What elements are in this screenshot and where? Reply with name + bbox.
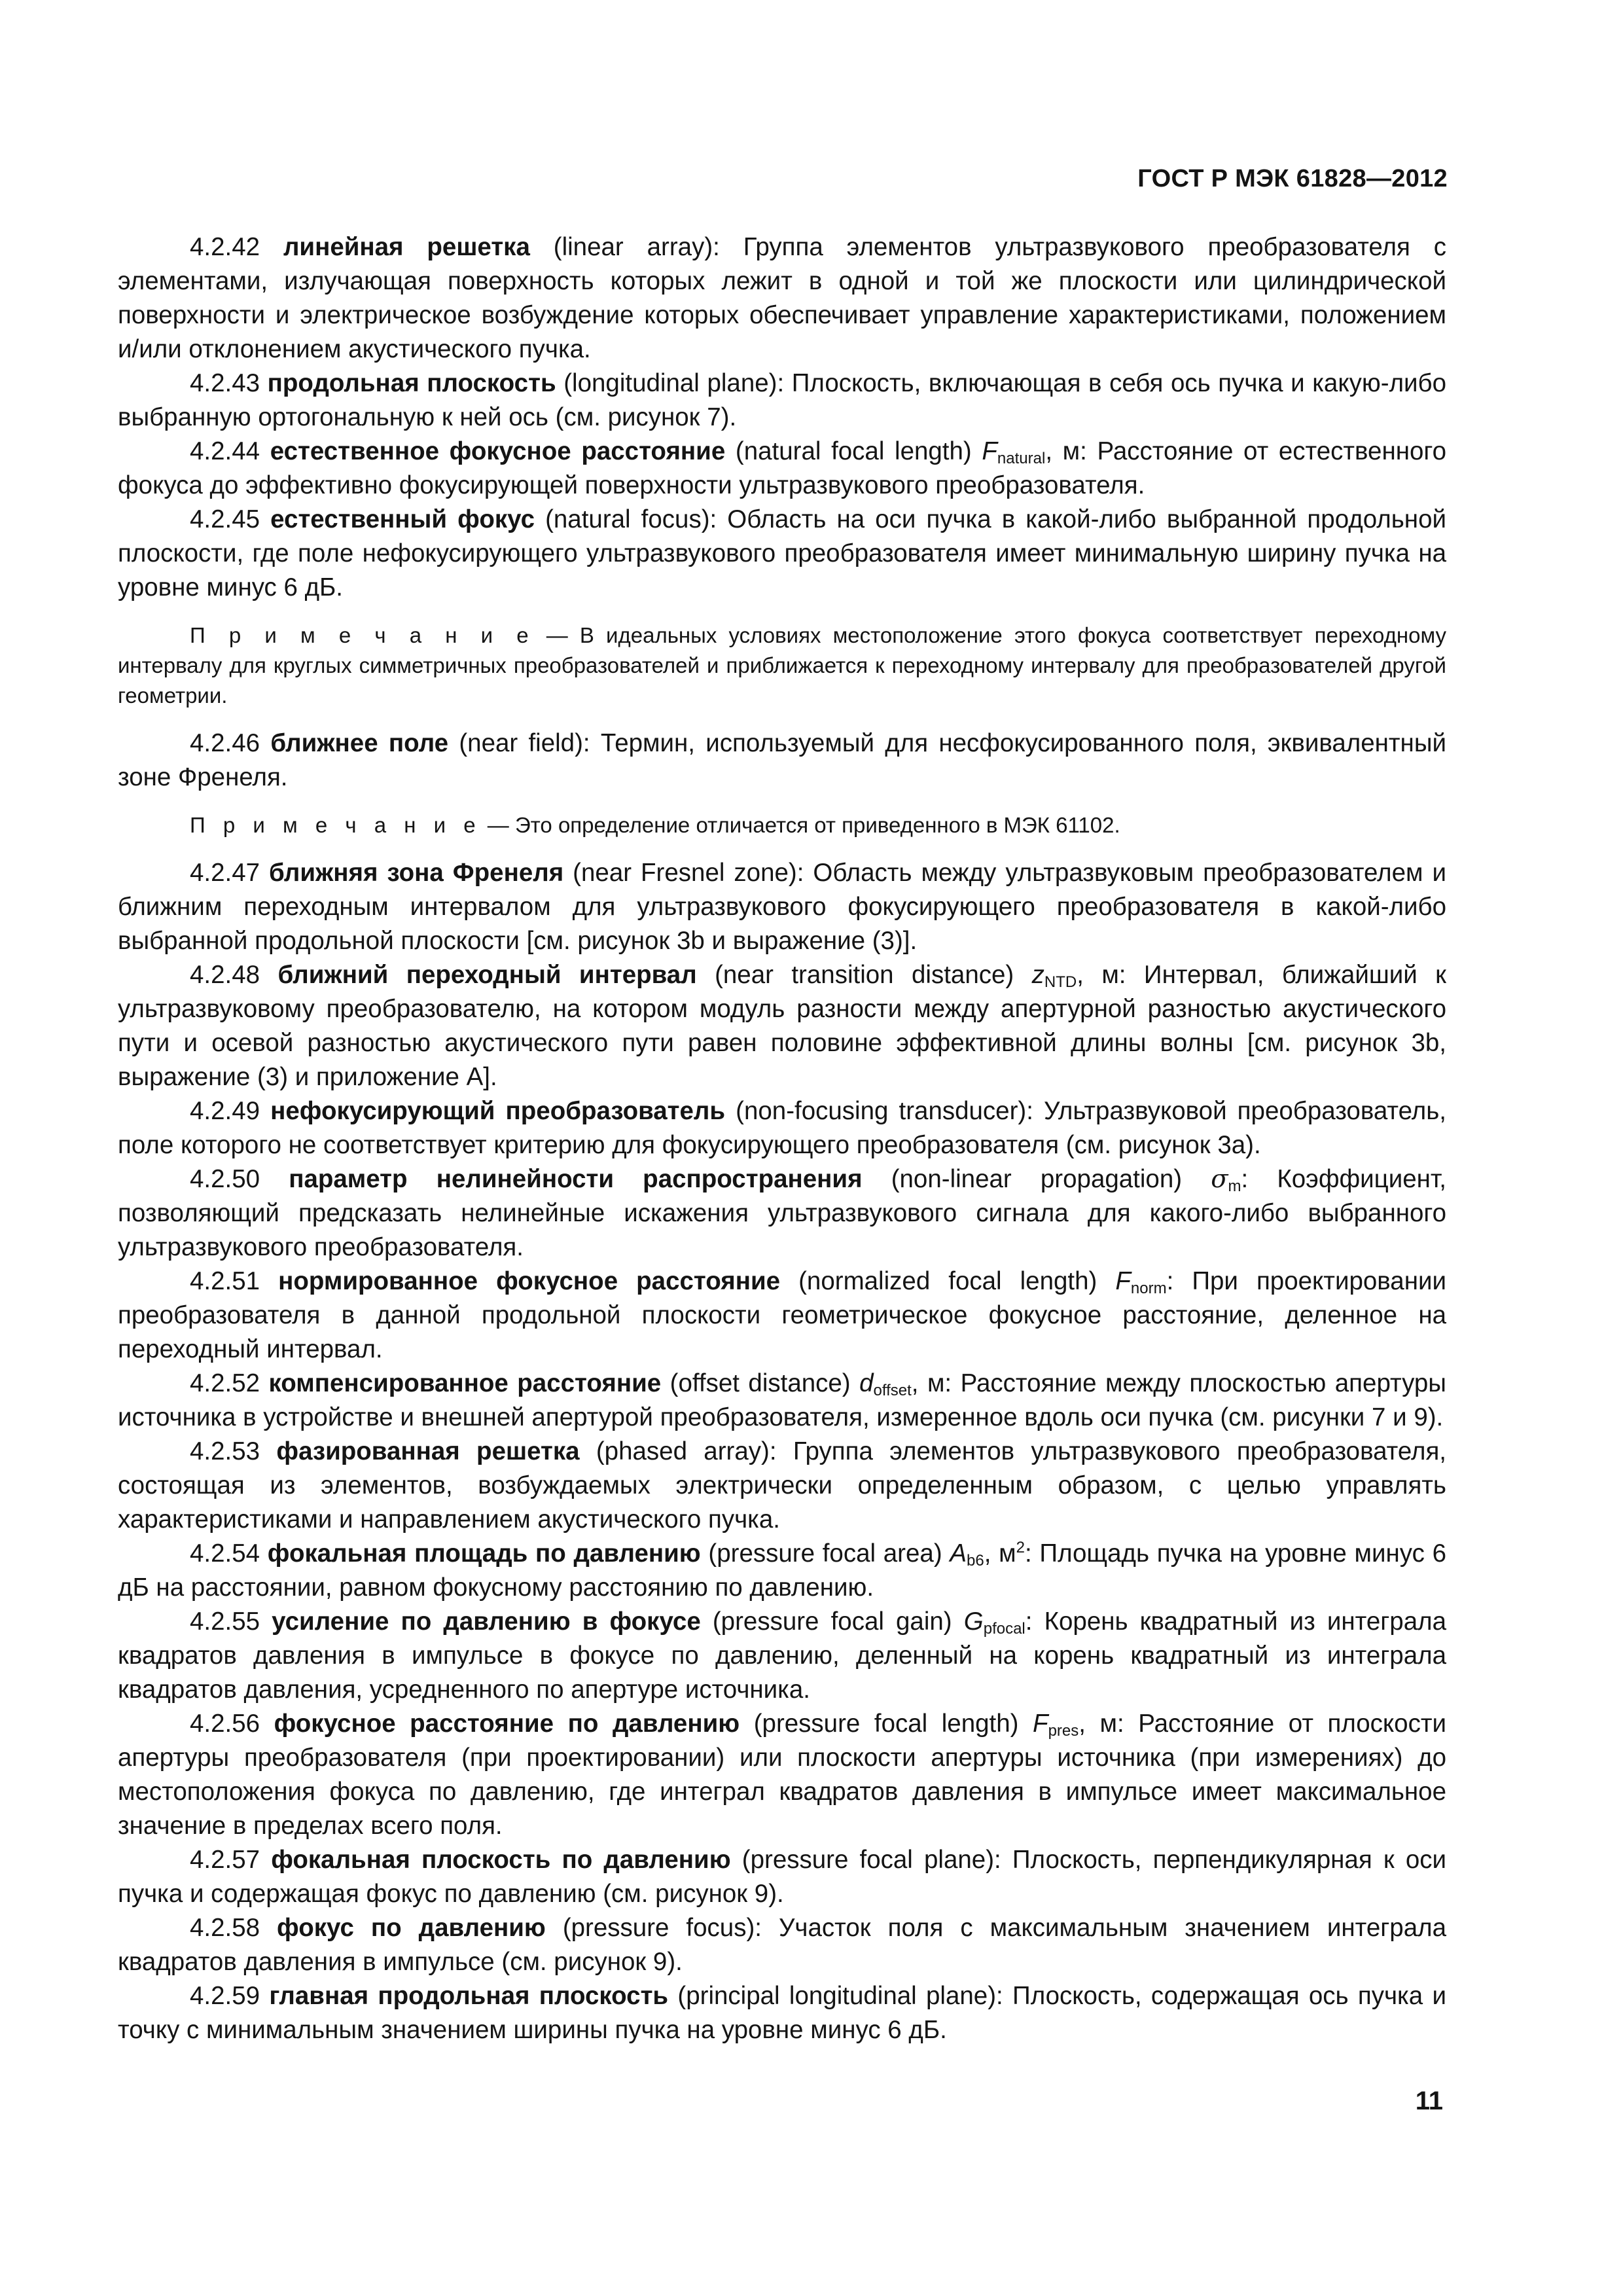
entry-term: усиление по давлению в фокусе: [272, 1607, 701, 1636]
entry-number: 4.2.53: [190, 1437, 260, 1465]
entry-term: ближний переходный интервал: [277, 961, 697, 989]
entry-number: 4.2.47: [190, 859, 260, 887]
entry-symbol-subscript: b6: [967, 1552, 984, 1570]
entry-term: фокус по давлению: [277, 1914, 546, 1942]
entry-number: 4.2.49: [190, 1097, 260, 1125]
entry-text: (phased array): Группа элементов ультразвукового преобразователя, состоящая из элементов, возбуждаемых электрически определенным образом, с целью управлять характеристиками и направлением акустического пучка.: [118, 1437, 1446, 1534]
entry-term: ближняя зона Френеля: [269, 859, 564, 887]
entry-symbol: G: [963, 1607, 984, 1636]
entry-text: (principal longitudinal plane): Плоскость, содержащая ось пучка и точку с минимальным значением ширины пучка на уровне минус 6 дБ.: [118, 1982, 1446, 2044]
entry-symbol-subscript: NTD: [1044, 973, 1077, 991]
document-body: [118, 230, 1446, 2047]
entry-text: (natural focus): Область на оси пучка в какой-либо выбранной продольной плоскости, где поле нефокусирующего ультразвукового преобразователя имеет минимальную ширину пучка на уровне минус 6 дБ.: [118, 505, 1446, 601]
entry-number: 4.2.57: [190, 1846, 260, 1874]
entry-4-2-52: [118, 1367, 1446, 1435]
entry-number: 4.2.44: [190, 437, 260, 465]
entry-text: (pressure focal plane): Плоскость, перпендикулярная к оси пучка и содержащая фокус по давлению (см. рисунок 9).: [118, 1846, 1447, 1908]
entry-term: фазированная решетка: [276, 1437, 580, 1465]
entry-symbol: F: [982, 437, 997, 465]
entry-text-before: (pressure focal area): [700, 1539, 950, 1568]
entry-symbol: F: [1115, 1267, 1131, 1295]
entry-4-2-43: [118, 367, 1446, 435]
entry-text: (pressure focus): Участок поля с максимальным значением интеграла квадратов давления в импульсе (см. рисунок 9).: [118, 1914, 1446, 1976]
entry-symbol-subscript: offset: [873, 1382, 912, 1399]
entry-text-before: (pressure focal gain): [700, 1607, 964, 1636]
entry-text: : При проектировании преобразователя в данной продольной плоскости геометрическое фокусное расстояние, деленное на переходный интервал.: [118, 1267, 1446, 1363]
entry-4-2-42: [118, 230, 1446, 367]
entry-term: естественный фокус: [270, 505, 535, 533]
note-2: [118, 810, 1446, 840]
entry-text: (non-focusing transducer): Ультразвуковой преобразователь, поле которого не соответствует критерию для фокусирующего преобразователя (см. рисунок 3а).: [118, 1097, 1446, 1159]
entry-term: фокусное расстояние по давлению: [274, 1710, 740, 1738]
entry-4-2-51: [118, 1265, 1446, 1367]
entry-symbol: z: [1031, 961, 1044, 989]
entry-number: 4.2.50: [190, 1165, 260, 1193]
entry-symbol-subscript: m: [1228, 1177, 1241, 1195]
entry-text: (near Fresnel zone): Область между ультразвуковым преобразователем и ближним переходным интервалом для ультразвукового фокусирующего преобразователя в какой-либо выбранной продольной плоскости [см. рисунок 3b и выражение (3)].: [118, 859, 1447, 955]
note-label: П р и м е ч а н и е: [190, 623, 535, 647]
entry-term: нефокусирующий преобразователь: [270, 1097, 726, 1125]
entry-text-before: (natural focal length): [725, 437, 982, 465]
entry-unit-superscript: 2: [1016, 1539, 1025, 1556]
entry-4-2-59: [118, 1979, 1446, 2047]
entry-symbol: F: [1033, 1710, 1048, 1738]
entry-4-2-57: [118, 1843, 1446, 1911]
entry-text: (linear array): Группа элементов ультразвукового преобразователя с элементами, излучающая поверхность которых лежит в одной и той же плоскости или цилиндрической поверхности и электрическое возбуждение которых обеспечивает управление характеристиками, положением и/или отклонением акустического пучка.: [118, 233, 1446, 363]
entry-4-2-58: [118, 1911, 1446, 1979]
entry-number: 4.2.54: [190, 1539, 260, 1568]
entry-text: : Коэффициент, позволяющий предсказать нелинейные искажения ультразвукового сигнала для какого-либо выбранного ультразвукового преобразователя.: [118, 1165, 1446, 1261]
entry-text-before: (non-linear propagation): [862, 1165, 1211, 1193]
entry-term: параметр нелинейности распространения: [289, 1165, 863, 1193]
note-label: П р и м е ч а н и е: [190, 813, 482, 837]
entry-symbol: σ: [1211, 1164, 1228, 1194]
document-header: [1137, 165, 1448, 193]
entry-symbol-subscript: pfocal: [983, 1620, 1026, 1638]
entry-4-2-49: [118, 1094, 1446, 1162]
page-number: 11: [1415, 2087, 1443, 2115]
standard-code: ГОСТ Р МЭК 61828—2012: [1137, 165, 1448, 192]
entry-term: ближнее поле: [270, 729, 449, 757]
note-text: — В идеальных условиях местоположение этого фокуса соответствует переходному интервалу для круглых симметричных преобразователей и приближается к переходному интервалу для преобразователей другой геометрии.: [118, 623, 1446, 708]
entry-4-2-53: [118, 1435, 1446, 1537]
note-text: — Это определение отличается от приведенного в МЭК 61102.: [481, 813, 1120, 837]
entry-text: (near field): Термин, используемый для несфокусированного поля, эквивалентный зоне Френеля.: [118, 729, 1446, 791]
entry-text-before: (offset distance): [661, 1369, 860, 1397]
entry-number: 4.2.52: [190, 1369, 260, 1397]
entry-number: 4.2.42: [190, 233, 260, 261]
entry-symbol: d: [859, 1369, 874, 1397]
entry-unit: , м: [984, 1539, 1016, 1568]
entry-number: 4.2.55: [190, 1607, 260, 1636]
entry-4-2-50: [118, 1162, 1446, 1265]
entry-4-2-46: [118, 726, 1446, 795]
entry-text-before: (normalized focal length): [780, 1267, 1116, 1295]
entry-number: 4.2.59: [190, 1982, 260, 2010]
entry-number: 4.2.45: [190, 505, 260, 533]
entry-4-2-48: [118, 958, 1446, 1094]
entry-text: , м: Расстояние от естественного фокуса до эффективно фокусирующей поверхности ультразвукового преобразователя.: [118, 437, 1447, 499]
entry-4-2-54: [118, 1537, 1446, 1605]
entry-symbol-subscript: natural: [997, 450, 1046, 467]
entry-number: 4.2.48: [190, 961, 260, 989]
entry-term: естественное фокусное расстояние: [270, 437, 726, 465]
entry-term: компенсированное расстояние: [268, 1369, 662, 1397]
entry-text: , м: Интервал, ближайший к ультразвуковому преобразователю, на котором модуль разности между апертурной разностью акустического пути и осевой разностью акустического пути равен половине эффективной длины волны [см. рисунок 3b, выражение (3) и приложение А].: [118, 961, 1446, 1091]
entry-text-before: (near transition distance): [696, 961, 1032, 989]
entry-term: продольная плоскость: [267, 369, 556, 397]
entry-term: нормированное фокусное расстояние: [278, 1267, 781, 1295]
entry-number: 4.2.43: [190, 369, 260, 397]
entry-number: 4.2.46: [190, 729, 260, 757]
entry-text-before: (pressure focal length): [740, 1710, 1033, 1738]
entry-symbol: A: [950, 1539, 967, 1568]
entry-number: 4.2.51: [190, 1267, 260, 1295]
entry-symbol-subscript: pres: [1048, 1722, 1079, 1740]
entry-term: линейная решетка: [283, 233, 530, 261]
entry-text: , м: Расстояние от плоскости апертуры преобразователя (при проектировании) или плоскости апертуры источника (при измерениях) до местоположения фокуса по давлению, где интеграл квадратов давления в импульсе имеет максимальное значение в пределах всего поля.: [118, 1710, 1446, 1840]
entry-text: , м: Расстояние между плоскостью апертуры источника в устройстве и внешней апертурой преобразователя, измеренное вдоль оси пучка (см. рисунки 7 и 9).: [118, 1369, 1446, 1431]
entry-4-2-56: [118, 1707, 1446, 1843]
entry-number: 4.2.56: [190, 1710, 260, 1738]
entry-4-2-47: [118, 856, 1446, 958]
note-1: [118, 620, 1446, 711]
entry-symbol-subscript: norm: [1130, 1280, 1167, 1297]
entry-term: фокальная площадь по давлению: [267, 1539, 701, 1568]
entry-text: (longitudinal plane): Плоскость, включающая в себя ось пучка и какую-либо выбранную ортогональную к ней ось (см. рисунок 7).: [118, 369, 1446, 431]
entry-text: : Корень квадратный из интеграла квадратов давления в импульсе в фокусе по давлению, деленный на корень квадратный из интеграла квадратов давления, усредненного по апертуре источника.: [118, 1607, 1446, 1704]
entry-4-2-45: [118, 503, 1446, 605]
entry-4-2-44: [118, 435, 1446, 503]
entry-text: : Площадь пучка на уровне минус 6 дБ на расстоянии, равном фокусному расстоянию по давлению.: [118, 1539, 1446, 1602]
entry-4-2-55: [118, 1605, 1446, 1707]
entry-number: 4.2.58: [190, 1914, 260, 1942]
entry-term: главная продольная плоскость: [269, 1982, 669, 2010]
entry-term: фокальная плоскость по давлению: [271, 1846, 731, 1874]
